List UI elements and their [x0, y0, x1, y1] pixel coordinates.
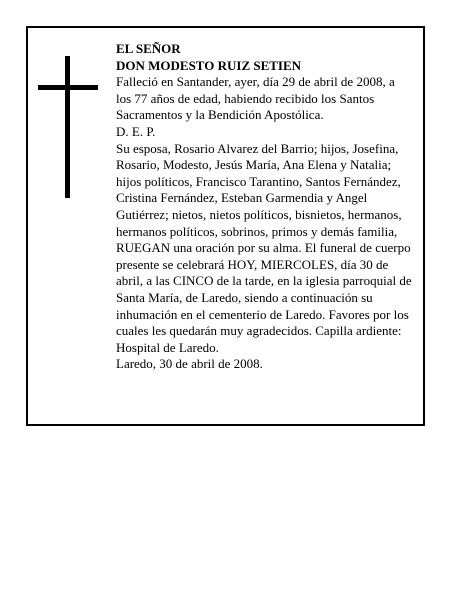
- obituary-text: [116, 41, 412, 373]
- title-line-1: EL SEÑOR: [116, 41, 181, 56]
- family-announcement: Su esposa, Rosario Alvarez del Barrio; hijos, Josefina, Rosario, Modesto, Jesús María, Ana Elena y Natalia; hijos políticos, Francisco Tarantino, Santos Fernández, Cristina Fernández, Esteban Garmendia y Angel Gutiérrez; nietos, nietos políticos, bisnietos, hermanos, hermanos políticos, sobrinos, primos y demás familia, RUEGAN una oración por su alma. El funeral de cuerpo presente se celebrará HOY, MIERCOLES, día 30 de abril, a las CINCO de la tarde, en la iglesia parroquial de Santa María, de Laredo, siendo a continuación su inhumación en el cementerio de Laredo. Favores por los cuales les quedarán muy agradecidos. Capilla ardiente: Hospital de Laredo.: [116, 140, 412, 355]
- place-and-date: Laredo, 30 de abril de 2008.: [116, 356, 263, 372]
- cross-icon: [38, 56, 98, 198]
- deceased-name: DON MODESTO RUIZ SETIEN: [116, 57, 302, 73]
- cross-vertical-bar: [65, 56, 70, 198]
- cross-horizontal-bar: [38, 85, 98, 90]
- dep-line: D. E. P.: [116, 123, 156, 139]
- obituary-notice: [26, 26, 425, 426]
- death-announcement: Falleció en Santander, ayer, día 29 de abril de 2008, a los 77 años de edad, habiendo recibido los Santos Sacramentos y la Bendición Apostólica.: [116, 74, 395, 123]
